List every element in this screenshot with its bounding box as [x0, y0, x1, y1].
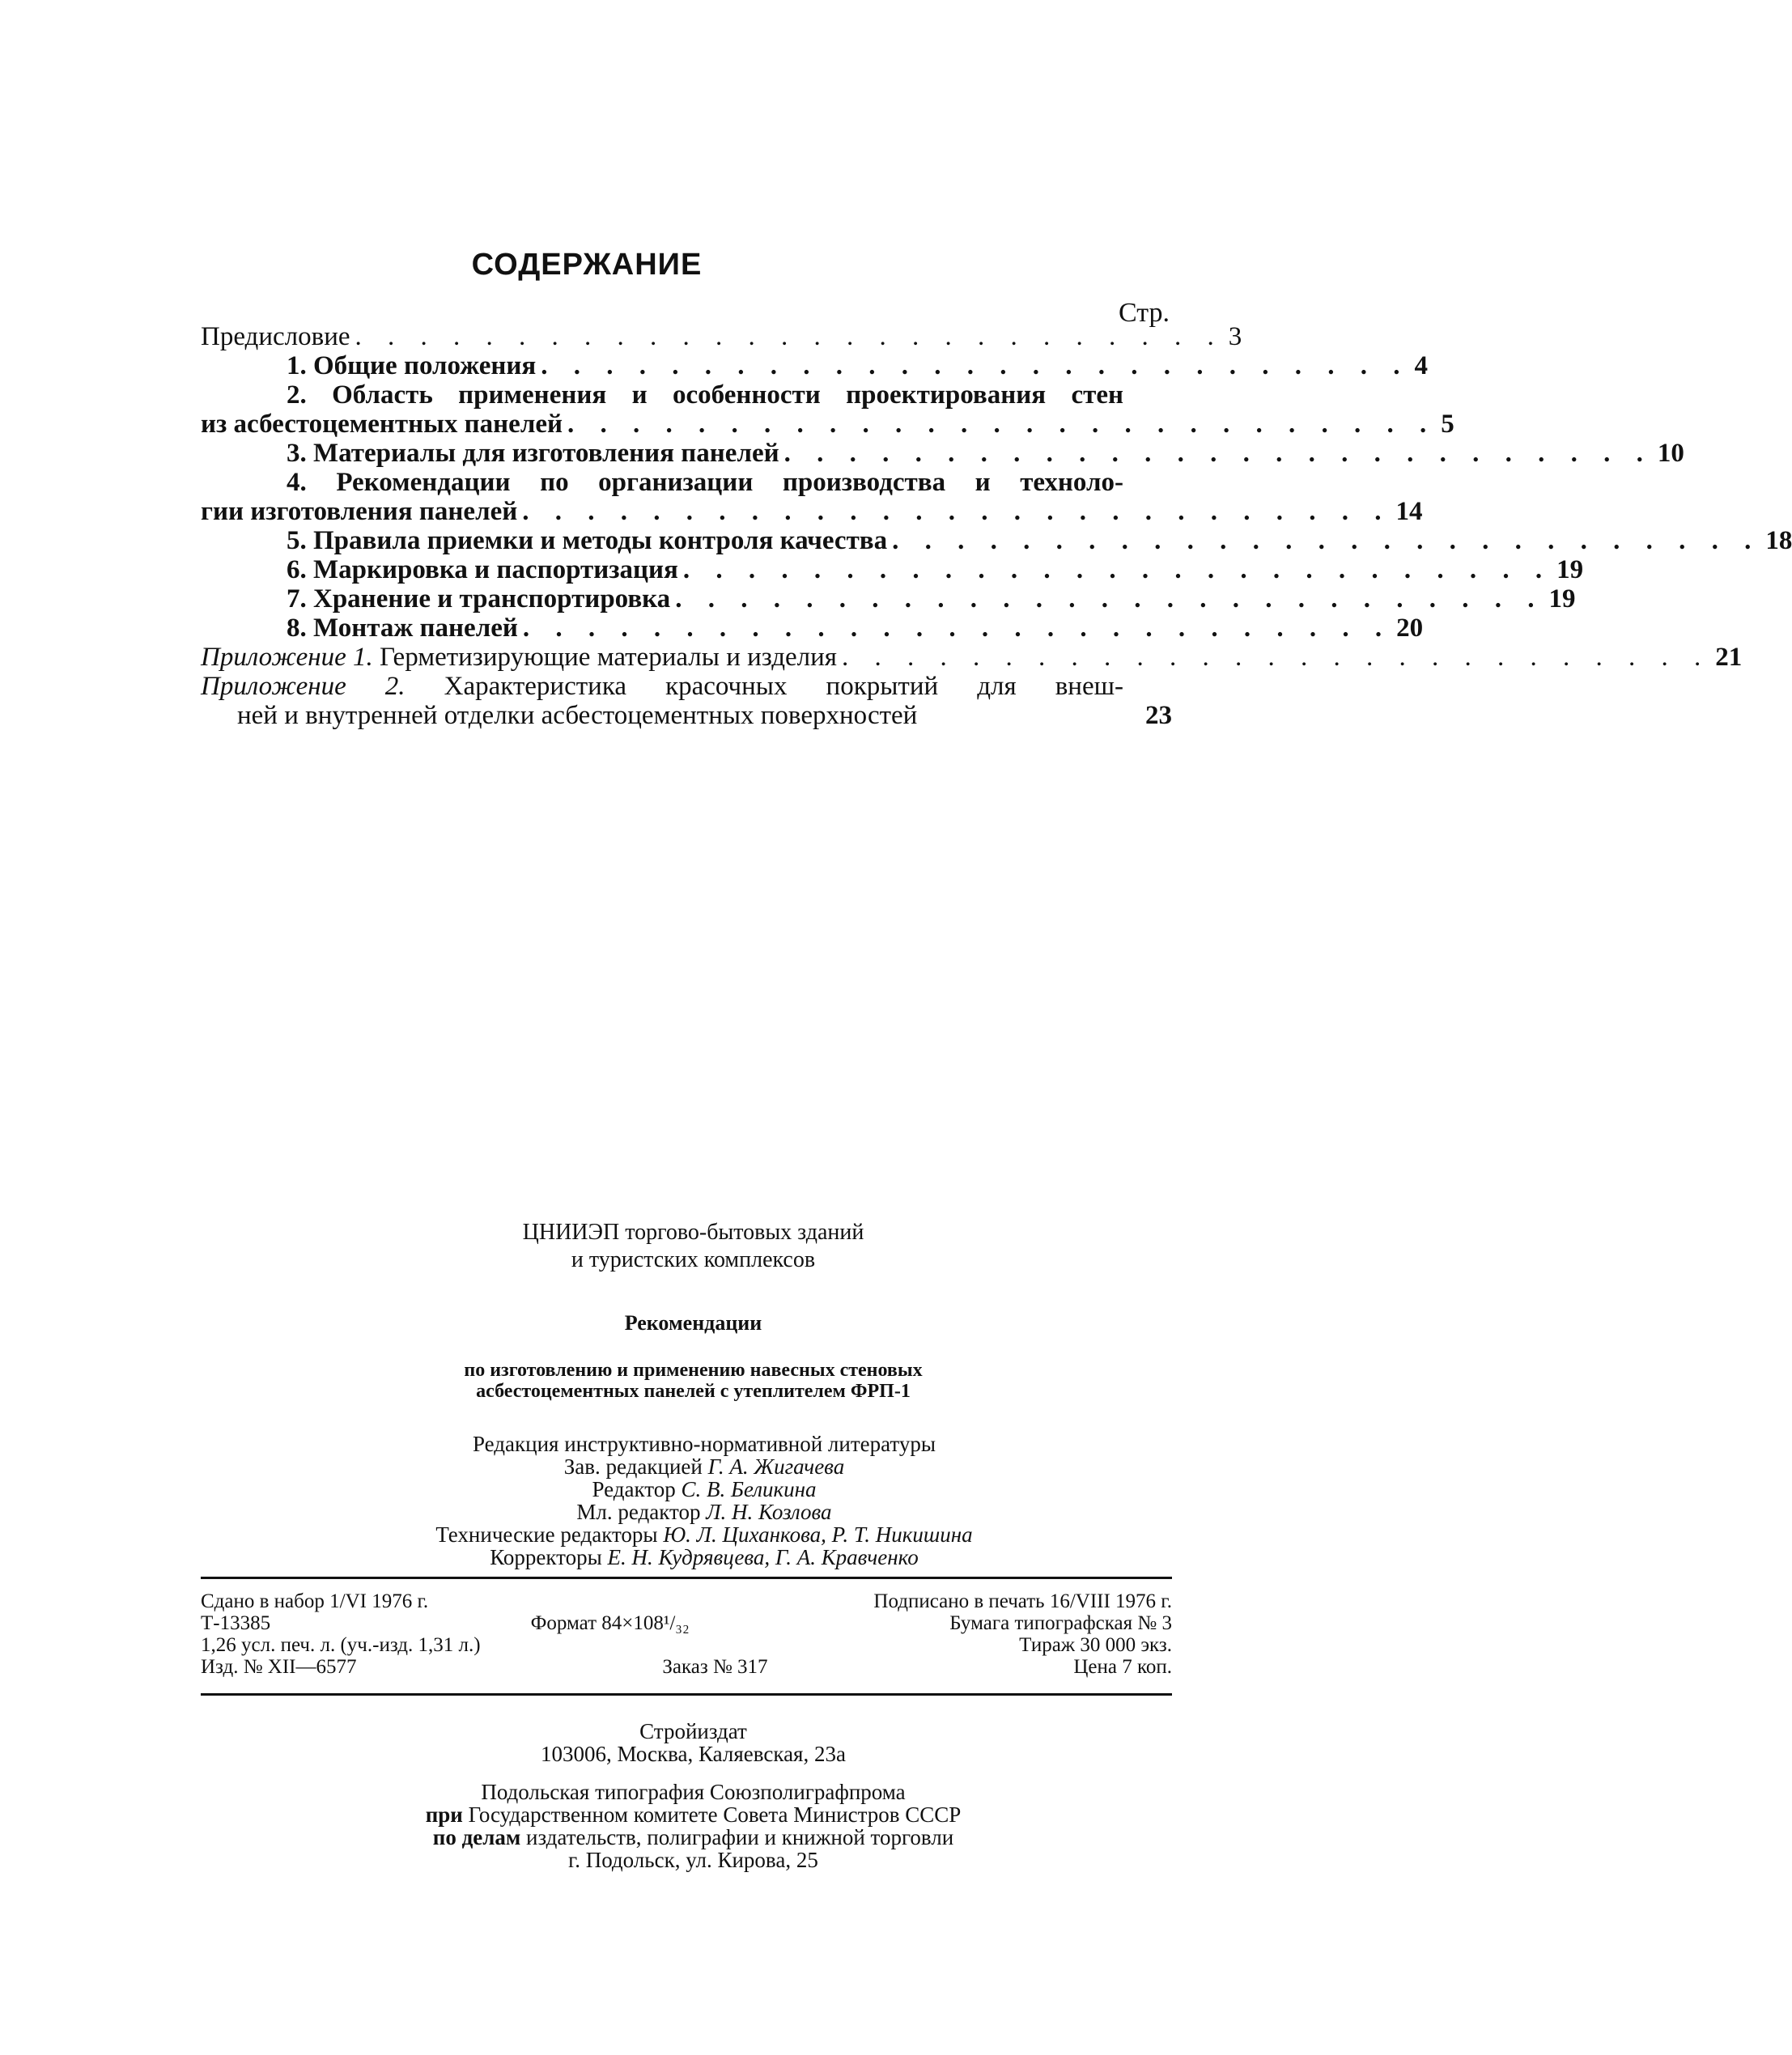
toc-entry-page: 5 — [1441, 410, 1454, 439]
toc-entry-page: 20 — [1396, 614, 1424, 643]
toc-leader: . . . . . . . . . . . . . . . . . . . . . . . . . . . — [892, 526, 1761, 555]
toc-entry-page: 23 — [1145, 701, 1172, 730]
divider-top — [201, 1577, 1172, 1579]
printer-line: при Государственном комитете Совета Министров СССР — [425, 1802, 962, 1827]
toc-leader: . . . . . . . . . . . . . . . . . . . . . . . . . . . — [567, 410, 1437, 439]
book-subtitle — [0, 1360, 1386, 1402]
org-line: и туристских комплексов — [571, 1247, 816, 1272]
toc-appendix-label: Приложение 2. — [201, 672, 406, 701]
toc-entry-page: 3 — [1228, 322, 1242, 351]
credit-name: Ю. Л. Циханкова, Р. Т. Никишина — [663, 1522, 973, 1547]
credit-line: Корректоры Е. Н. Кудрявцева, Г. А. Кравченко — [490, 1545, 919, 1569]
toc-entry-5[interactable] — [201, 526, 1792, 555]
toc-entry-text: Предисловие — [201, 322, 350, 351]
edition-line: Редакция инструктивно-нормативной литературы — [473, 1432, 936, 1456]
toc-entry-preface[interactable] — [201, 322, 1242, 351]
toc-entry-page: 19 — [1548, 584, 1576, 614]
toc-entry-page: 4 — [1414, 351, 1428, 380]
toc-entry-appendix-1[interactable] — [201, 643, 1743, 672]
toc-entry-text-cont: ней и внутренней отделки асбестоцементных поверхностей — [237, 701, 918, 730]
toc-entry-8[interactable] — [201, 614, 1424, 643]
toc-entry-page: 10 — [1657, 439, 1684, 468]
credit-line: Редактор С. В. Беликина — [592, 1477, 817, 1501]
toc-entry-1[interactable] — [201, 351, 1428, 380]
credit-line: Зав. редакцией Г. А. Жигачева — [563, 1454, 845, 1479]
org-line: ЦНИИЭП торгово-бытовых зданий — [522, 1220, 864, 1245]
toc-leader: . . . . . . . . . . . . . . . . . . . . . . . . . . . — [541, 351, 1410, 380]
credit-line: Технические редакторы Ю. Л. Циханкова, Р. Т. Никишина — [435, 1522, 973, 1547]
toc-leader: . . . . . . . . . . . . . . . . . . . . . . . . . . . — [783, 439, 1653, 468]
subtitle-line: асбестоцементных панелей с утеплителем ФРП-1 — [476, 1381, 911, 1402]
pub-row: Сдано в набор 1/VI 1976 г. Подписано в печать 16/VIII 1976 г. — [201, 1590, 1172, 1612]
toc-entry-text: 6. Маркировка и паспортизация — [287, 555, 678, 584]
toc-entry-6[interactable] — [201, 555, 1584, 584]
toc-entry-4[interactable] — [201, 468, 1423, 526]
printer-line: по делам издательств, полиграфии и книжной торговли — [432, 1825, 954, 1849]
toc-leader: . . . . . . . . . . . . . . . . . . . . . . . . . . . — [682, 555, 1552, 584]
subtitle-line: по изготовлению и применению навесных стеновых — [464, 1360, 923, 1381]
printer-line: Подольская типография Союзполиграфпрома — [481, 1780, 906, 1804]
pub-row: Изд. № XII—6577 Заказ № 317 Цена 7 коп. — [201, 1656, 1172, 1678]
toc-entry-text: 2. Область применения и особенности проектирования стен — [287, 380, 1123, 410]
toc-title: СОДЕРЖАНИЕ — [471, 248, 703, 282]
publisher-block — [0, 1720, 1386, 1765]
book-title: Рекомендации — [624, 1311, 762, 1335]
pub-row: 1,26 усл. печ. л. (уч.-изд. 1,31 л.) Тираж 30 000 экз. — [201, 1634, 1172, 1656]
toc-entry-page: 21 — [1715, 643, 1743, 672]
toc-appendix-label: Приложение 1. — [201, 643, 373, 672]
toc-entry-text: Герметизирующие материалы и изделия — [379, 643, 837, 672]
toc-leader: . . . . . . . . . . . . . . . . . . . . . . . . . . . — [841, 643, 1711, 672]
toc-entry-text: 4. Рекомендации по организации производства и техноло- — [287, 468, 1123, 497]
toc-entry-text-cont: из асбестоцементных панелей — [201, 410, 563, 439]
credit-line: Мл. редактор Л. Н. Козлова — [576, 1500, 832, 1524]
toc-entry-page: 19 — [1556, 555, 1584, 584]
divider-bottom — [201, 1693, 1172, 1696]
toc-entry-2[interactable] — [201, 380, 1454, 439]
credit-name: Л. Н. Козлова — [706, 1500, 832, 1524]
toc-leader: . . . . . . . . . . . . . . . . . . . . . . . . . . . — [675, 584, 1544, 614]
credits-block — [308, 1433, 1101, 1569]
credit-name: Г. А. Жигачева — [707, 1454, 845, 1479]
organization — [0, 1219, 1386, 1274]
toc-entry-text: Характеристика красочных покрытий для внеш- — [444, 672, 1124, 701]
toc-entry-text: 7. Хранение и транспортировка — [287, 584, 671, 614]
toc-entry-text-cont: гии изготовления панелей — [201, 497, 518, 526]
credit-name: Е. Н. Кудрявцева, Г. А. Кравченко — [607, 1545, 919, 1569]
toc-entry-text: 5. Правила приемки и методы контроля качества — [287, 526, 888, 555]
table-of-contents — [201, 322, 1792, 730]
publisher-name: Стройиздат — [639, 1719, 747, 1743]
toc-entry-7[interactable] — [201, 584, 1576, 614]
credit-name: С. В. Беликина — [681, 1477, 817, 1501]
pub-row: Т-13385 Формат 84×108¹/₃₂ Бумага типографская № 3 — [201, 1612, 1172, 1634]
toc-entry-3[interactable] — [201, 439, 1684, 468]
printer-block — [0, 1781, 1386, 1871]
publication-data — [201, 1590, 1172, 1678]
toc-leader: . . . . . . . . . . . . . . . . . . . . . . . . . . . — [522, 497, 1391, 526]
toc-entry-text: 3. Материалы для изготовления панелей — [287, 439, 779, 468]
printer-line: г. Подольск, ул. Кирова, 25 — [568, 1848, 818, 1872]
toc-entry-appendix-2[interactable] — [201, 672, 1172, 730]
toc-entry-page: 18 — [1765, 526, 1792, 555]
toc-page-label: Стр. — [1118, 298, 1170, 328]
publisher-address: 103006, Москва, Каляевская, 23а — [541, 1742, 846, 1766]
toc-leader: . . . . . . . . . . . . . . . . . . . . . . . . . . . — [522, 614, 1392, 643]
toc-entry-text: 1. Общие положения — [287, 351, 537, 380]
toc-entry-text: 8. Монтаж панелей — [287, 614, 518, 643]
toc-entry-page: 14 — [1395, 497, 1423, 526]
toc-leader: . . . . . . . . . . . . . . . . . . . . . . . . . . . — [355, 322, 1224, 351]
